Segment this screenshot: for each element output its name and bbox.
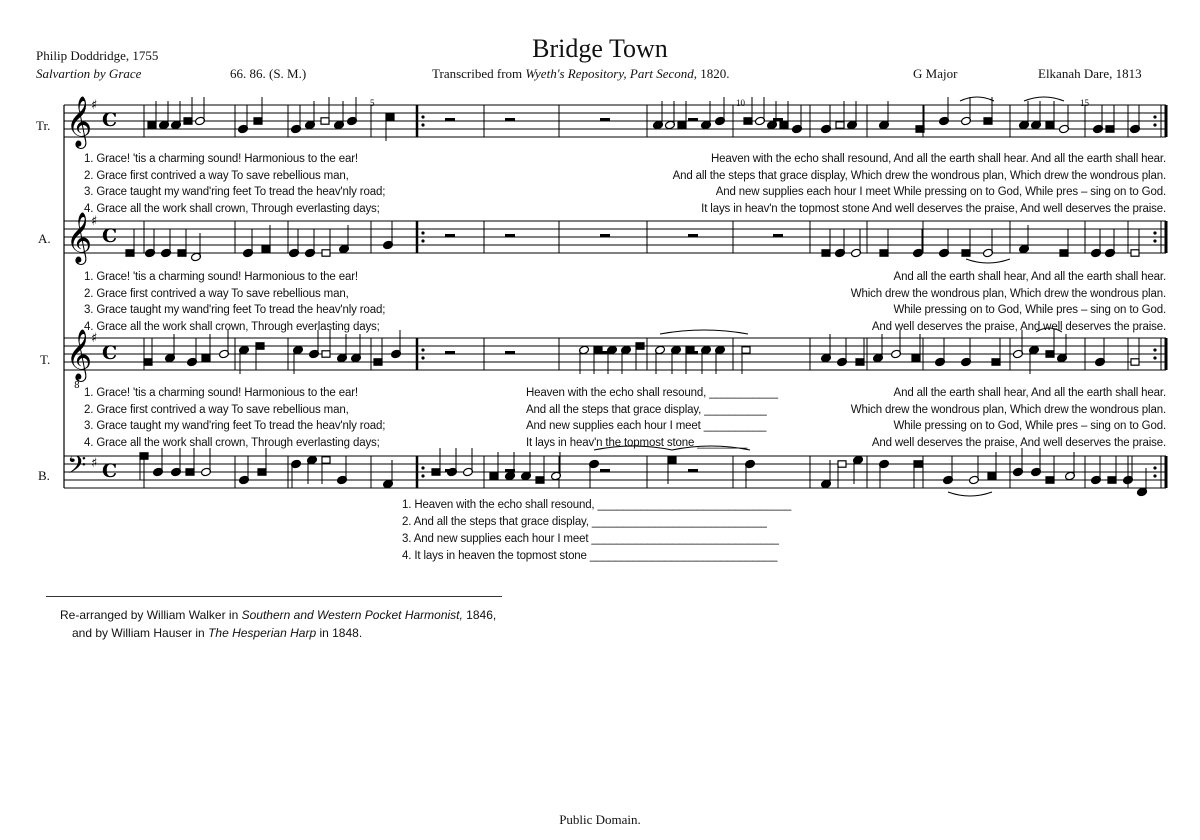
notehead — [321, 118, 329, 124]
tie — [966, 259, 1010, 263]
notehead — [322, 457, 330, 463]
repeat-dot — [421, 115, 424, 118]
part-label-treble: Tr. — [36, 118, 51, 133]
notehead — [374, 359, 382, 365]
notehead — [984, 118, 992, 124]
lyric-line: 1. Grace! 'tis a charming sound! Harmonious to the ear! — [84, 153, 358, 165]
notehead — [178, 250, 186, 256]
rest-icon — [688, 234, 698, 237]
notehead — [1046, 351, 1054, 357]
tie — [660, 330, 748, 334]
notehead — [1060, 250, 1068, 256]
lyric-line: It lays in heav'n the topmost stone And well deserves the praise, And well deserves the praise. — [701, 202, 1166, 215]
notehead — [256, 343, 264, 349]
common-time-icon: C — [102, 342, 118, 364]
lyric-line: And new supplies each hour I meet While pressing on to God, While pres – sing on to God. — [715, 186, 1166, 198]
lyric-line: 2. Grace first contrived a way To save rebellious man, — [84, 287, 349, 300]
sharp-icon: ♯ — [91, 214, 98, 229]
measure-number: 15 — [1080, 98, 1089, 108]
notehead — [490, 473, 498, 479]
part-label-bass: B. — [38, 468, 50, 483]
repeat-dot — [1153, 474, 1156, 477]
notehead — [962, 250, 970, 256]
measure-number: 5 — [370, 98, 375, 108]
composer: Elkanah Dare, 1813 — [1038, 66, 1142, 81]
repeat-dot — [421, 356, 424, 359]
lyricist: Philip Doddridge, 1755 — [36, 48, 159, 63]
lyrics-treble-left — [84, 151, 385, 217]
lyric-line: While pressing on to God, While pres – sing on to God. — [893, 420, 1166, 432]
rest-icon — [445, 118, 455, 121]
repeat-dot — [421, 466, 424, 469]
notehead — [1108, 477, 1116, 483]
notehead — [254, 118, 262, 124]
repeat-dot — [421, 239, 424, 242]
rest-icon — [505, 351, 515, 354]
sharp-icon: ♯ — [91, 98, 98, 113]
notehead — [880, 250, 888, 256]
notehead — [1131, 250, 1139, 256]
lyric-line: 4. Grace all the work shall crown, Through everlasting days; — [84, 202, 380, 215]
treble-clef-icon: 𝄞 — [66, 329, 93, 380]
tie — [1024, 97, 1064, 101]
rest-icon — [688, 469, 698, 472]
treble-clef-icon: 𝄞 — [66, 96, 93, 147]
lyric-line: 3. And new supplies each hour I meet ______________________________ — [402, 533, 779, 545]
lyrics-alto-left — [84, 269, 385, 335]
notehead — [322, 351, 330, 357]
part-label-alto: A. — [38, 231, 51, 246]
lyric-line: 2. Grace first contrived a way To save rebellious man, — [84, 403, 349, 416]
common-time-icon: C — [102, 225, 118, 247]
common-time-icon: C — [102, 460, 118, 482]
repeat-dot — [1153, 466, 1156, 469]
copyright-footer: Public Domain. — [559, 812, 641, 827]
notehead — [744, 118, 752, 124]
notehead — [636, 343, 644, 349]
lyrics-alto-right — [851, 269, 1166, 335]
repeat-dot — [421, 123, 424, 126]
lyric-line: And all the steps that grace display, Which drew the wondrous plan, Which drew the wondrous plan. — [672, 169, 1166, 182]
notehead — [258, 469, 266, 475]
credits-line-2: and by William Hauser in The Hesperian Harp in 1848. — [72, 626, 363, 640]
treble-clef-icon: 𝄞 — [66, 212, 93, 263]
octave-mark: 8 — [74, 381, 80, 391]
rest-icon — [688, 118, 698, 121]
rest-icon — [445, 351, 455, 354]
repeat-dot — [1153, 239, 1156, 242]
notehead — [914, 461, 922, 467]
lyrics-treble-right — [673, 151, 1166, 217]
lyric-line: 4. It lays in heaven the topmost stone ______________________________ — [402, 550, 778, 562]
repeat-dot — [1153, 356, 1156, 359]
meter: 66. 86. (S. M.) — [230, 66, 307, 81]
lyric-line: And well deserves the praise, And well deserves the praise. — [871, 320, 1166, 333]
credits-divider — [46, 596, 502, 597]
key-signature-label: G Major — [913, 66, 958, 81]
repeat-dot — [421, 231, 424, 234]
notehead — [432, 469, 440, 475]
tie — [948, 492, 992, 496]
lyric-line: 1. Grace! 'tis a charming sound! Harmonious to the ear! — [84, 387, 358, 399]
song-title: Bridge Town — [532, 34, 668, 63]
notehead — [148, 122, 156, 128]
repeat-dot — [421, 348, 424, 351]
notehead — [742, 347, 750, 353]
lyric-line: 4. Grace all the work shall crown, Through everlasting days; — [84, 436, 380, 449]
notehead — [912, 355, 920, 361]
notehead — [1106, 126, 1114, 132]
repeat-dot — [1153, 123, 1156, 126]
lyric-line: 2. Grace first contrived a way To save rebellious man, — [84, 169, 349, 182]
notehead — [1046, 477, 1054, 483]
notehead — [686, 347, 694, 353]
lyric-line: 3. Grace taught my wand'ring feet To tread the heav'nly road; — [84, 304, 386, 316]
notehead — [126, 250, 134, 256]
bass-clef-icon: 𝄢 — [67, 451, 87, 486]
lyrics-bass — [402, 497, 791, 565]
repeat-dot — [1153, 115, 1156, 118]
notehead — [594, 347, 602, 353]
repeat-dot — [1153, 348, 1156, 351]
notehead — [836, 122, 844, 128]
notehead — [140, 453, 148, 459]
lyrics-tenor-mid — [526, 385, 778, 451]
lyric-line: Heaven with the echo shall resound, And all the earth shall hear. And all the earth shall hear. — [710, 153, 1166, 165]
transcription-note: Transcribed from Wyeth's Repository, Part Second, 1820. — [432, 66, 730, 81]
common-time-icon: C — [102, 109, 118, 131]
notehead — [184, 118, 192, 124]
lyric-line: And all the earth shall hear, And all the earth shall hear. — [893, 387, 1166, 399]
notehead — [856, 359, 864, 365]
rest-icon — [600, 469, 610, 472]
notehead — [186, 469, 194, 475]
notehead — [202, 355, 210, 361]
sharp-icon: ♯ — [91, 331, 98, 346]
tie — [960, 97, 994, 101]
lyric-line: While pressing on to God, While pres – sing on to God. — [893, 304, 1166, 316]
rest-icon — [773, 118, 783, 121]
lyric-line: And all the earth shall hear, And all the earth shall hear. — [893, 271, 1166, 283]
notehead — [386, 114, 394, 120]
notehead — [1046, 122, 1054, 128]
lyric-line: Heaven with the echo shall resound, ___________ — [526, 387, 778, 399]
rest-icon — [773, 234, 783, 237]
notehead — [262, 246, 270, 252]
lyrics-tenor-left — [84, 385, 385, 451]
lyric-line: And all the steps that grace display, __________ — [526, 403, 767, 416]
repeat-dot — [421, 474, 424, 477]
repeat-dot — [1153, 231, 1156, 234]
subtitle: Salvartion by Grace — [36, 66, 142, 81]
lyric-line: Which drew the wondrous plan, Which drew the wondrous plan. — [850, 287, 1166, 300]
rest-icon — [445, 234, 455, 237]
notehead — [144, 359, 152, 365]
notehead — [822, 250, 830, 256]
notehead — [1131, 359, 1139, 365]
lyric-line: 3. Grace taught my wand'ring feet To tread the heav'nly road; — [84, 420, 386, 432]
notehead — [988, 473, 996, 479]
lyric-line: 3. Grace taught my wand'ring feet To tread the heav'nly road; — [84, 186, 386, 198]
notehead — [536, 477, 544, 483]
lyric-line: 1. Grace! 'tis a charming sound! Harmonious to the ear! — [84, 271, 358, 283]
rest-icon — [505, 234, 515, 237]
notehead — [780, 122, 788, 128]
notehead — [668, 457, 676, 463]
credits-line-1: Re-arranged by William Walker in Southern and Western Pocket Harmonist, 1846, — [60, 608, 497, 622]
rest-icon — [505, 118, 515, 121]
notehead — [916, 126, 924, 132]
sharp-icon: ♯ — [91, 456, 98, 471]
lyric-line: 4. Grace all the work shall crown, Through everlasting days; — [84, 320, 380, 333]
measure-number: 10 — [736, 98, 745, 108]
lyric-line: Which drew the wondrous plan, Which drew the wondrous plan. — [850, 403, 1166, 416]
lyric-line: And new supplies each hour I meet __________ — [526, 420, 767, 432]
notehead — [322, 250, 330, 256]
part-label-tenor: T. — [40, 352, 51, 367]
notehead — [992, 359, 1000, 365]
notehead — [838, 461, 846, 467]
lyric-line: 1. Heaven with the echo shall resound, _______________________________ — [402, 499, 792, 511]
rest-icon — [600, 118, 610, 121]
lyric-line: 2. And all the steps that grace display, ____________________________ — [402, 516, 767, 528]
lyric-line: And well deserves the praise, And well deserves the praise. — [871, 436, 1166, 449]
rest-icon — [600, 234, 610, 237]
lyrics-tenor-right — [851, 385, 1166, 451]
lyric-line: It lays in heav'n the topmost stone ________ — [526, 436, 748, 449]
notehead — [678, 122, 686, 128]
